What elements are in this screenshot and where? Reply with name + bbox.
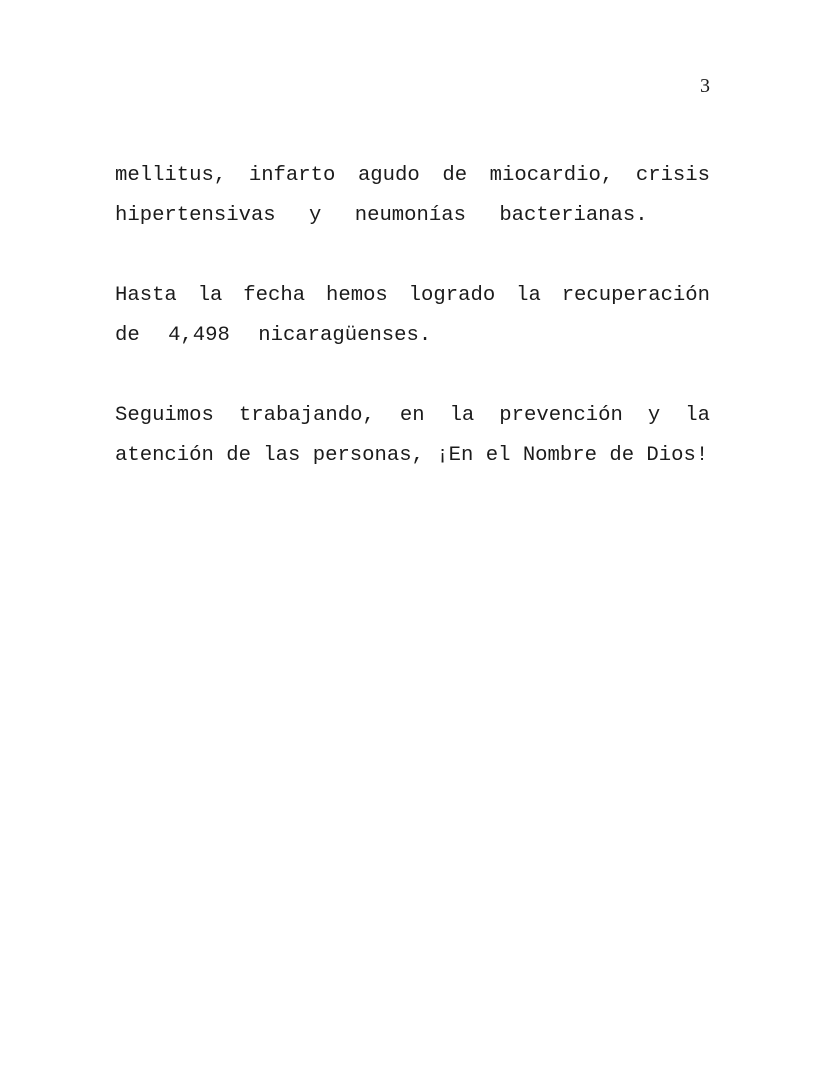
- paragraph: [115, 276, 710, 356]
- page-number: 3: [700, 75, 710, 97]
- text-line: Seguimos trabajando, en la prevención y la: [115, 404, 710, 427]
- text-line: Hasta la fecha hemos logrado la recuperación: [115, 284, 710, 307]
- text-line: hipertensivas y neumonías bacterianas.: [115, 204, 648, 227]
- text-line: mellitus, infarto agudo de miocardio, crisis: [115, 164, 710, 187]
- paragraph: [115, 156, 710, 236]
- text-line: de 4,498 nicaragüenses.: [115, 324, 432, 347]
- text-line: atención de las personas, ¡En el Nombre de Dios!: [115, 444, 709, 467]
- paragraph: [115, 396, 710, 476]
- document-body: [115, 156, 710, 516]
